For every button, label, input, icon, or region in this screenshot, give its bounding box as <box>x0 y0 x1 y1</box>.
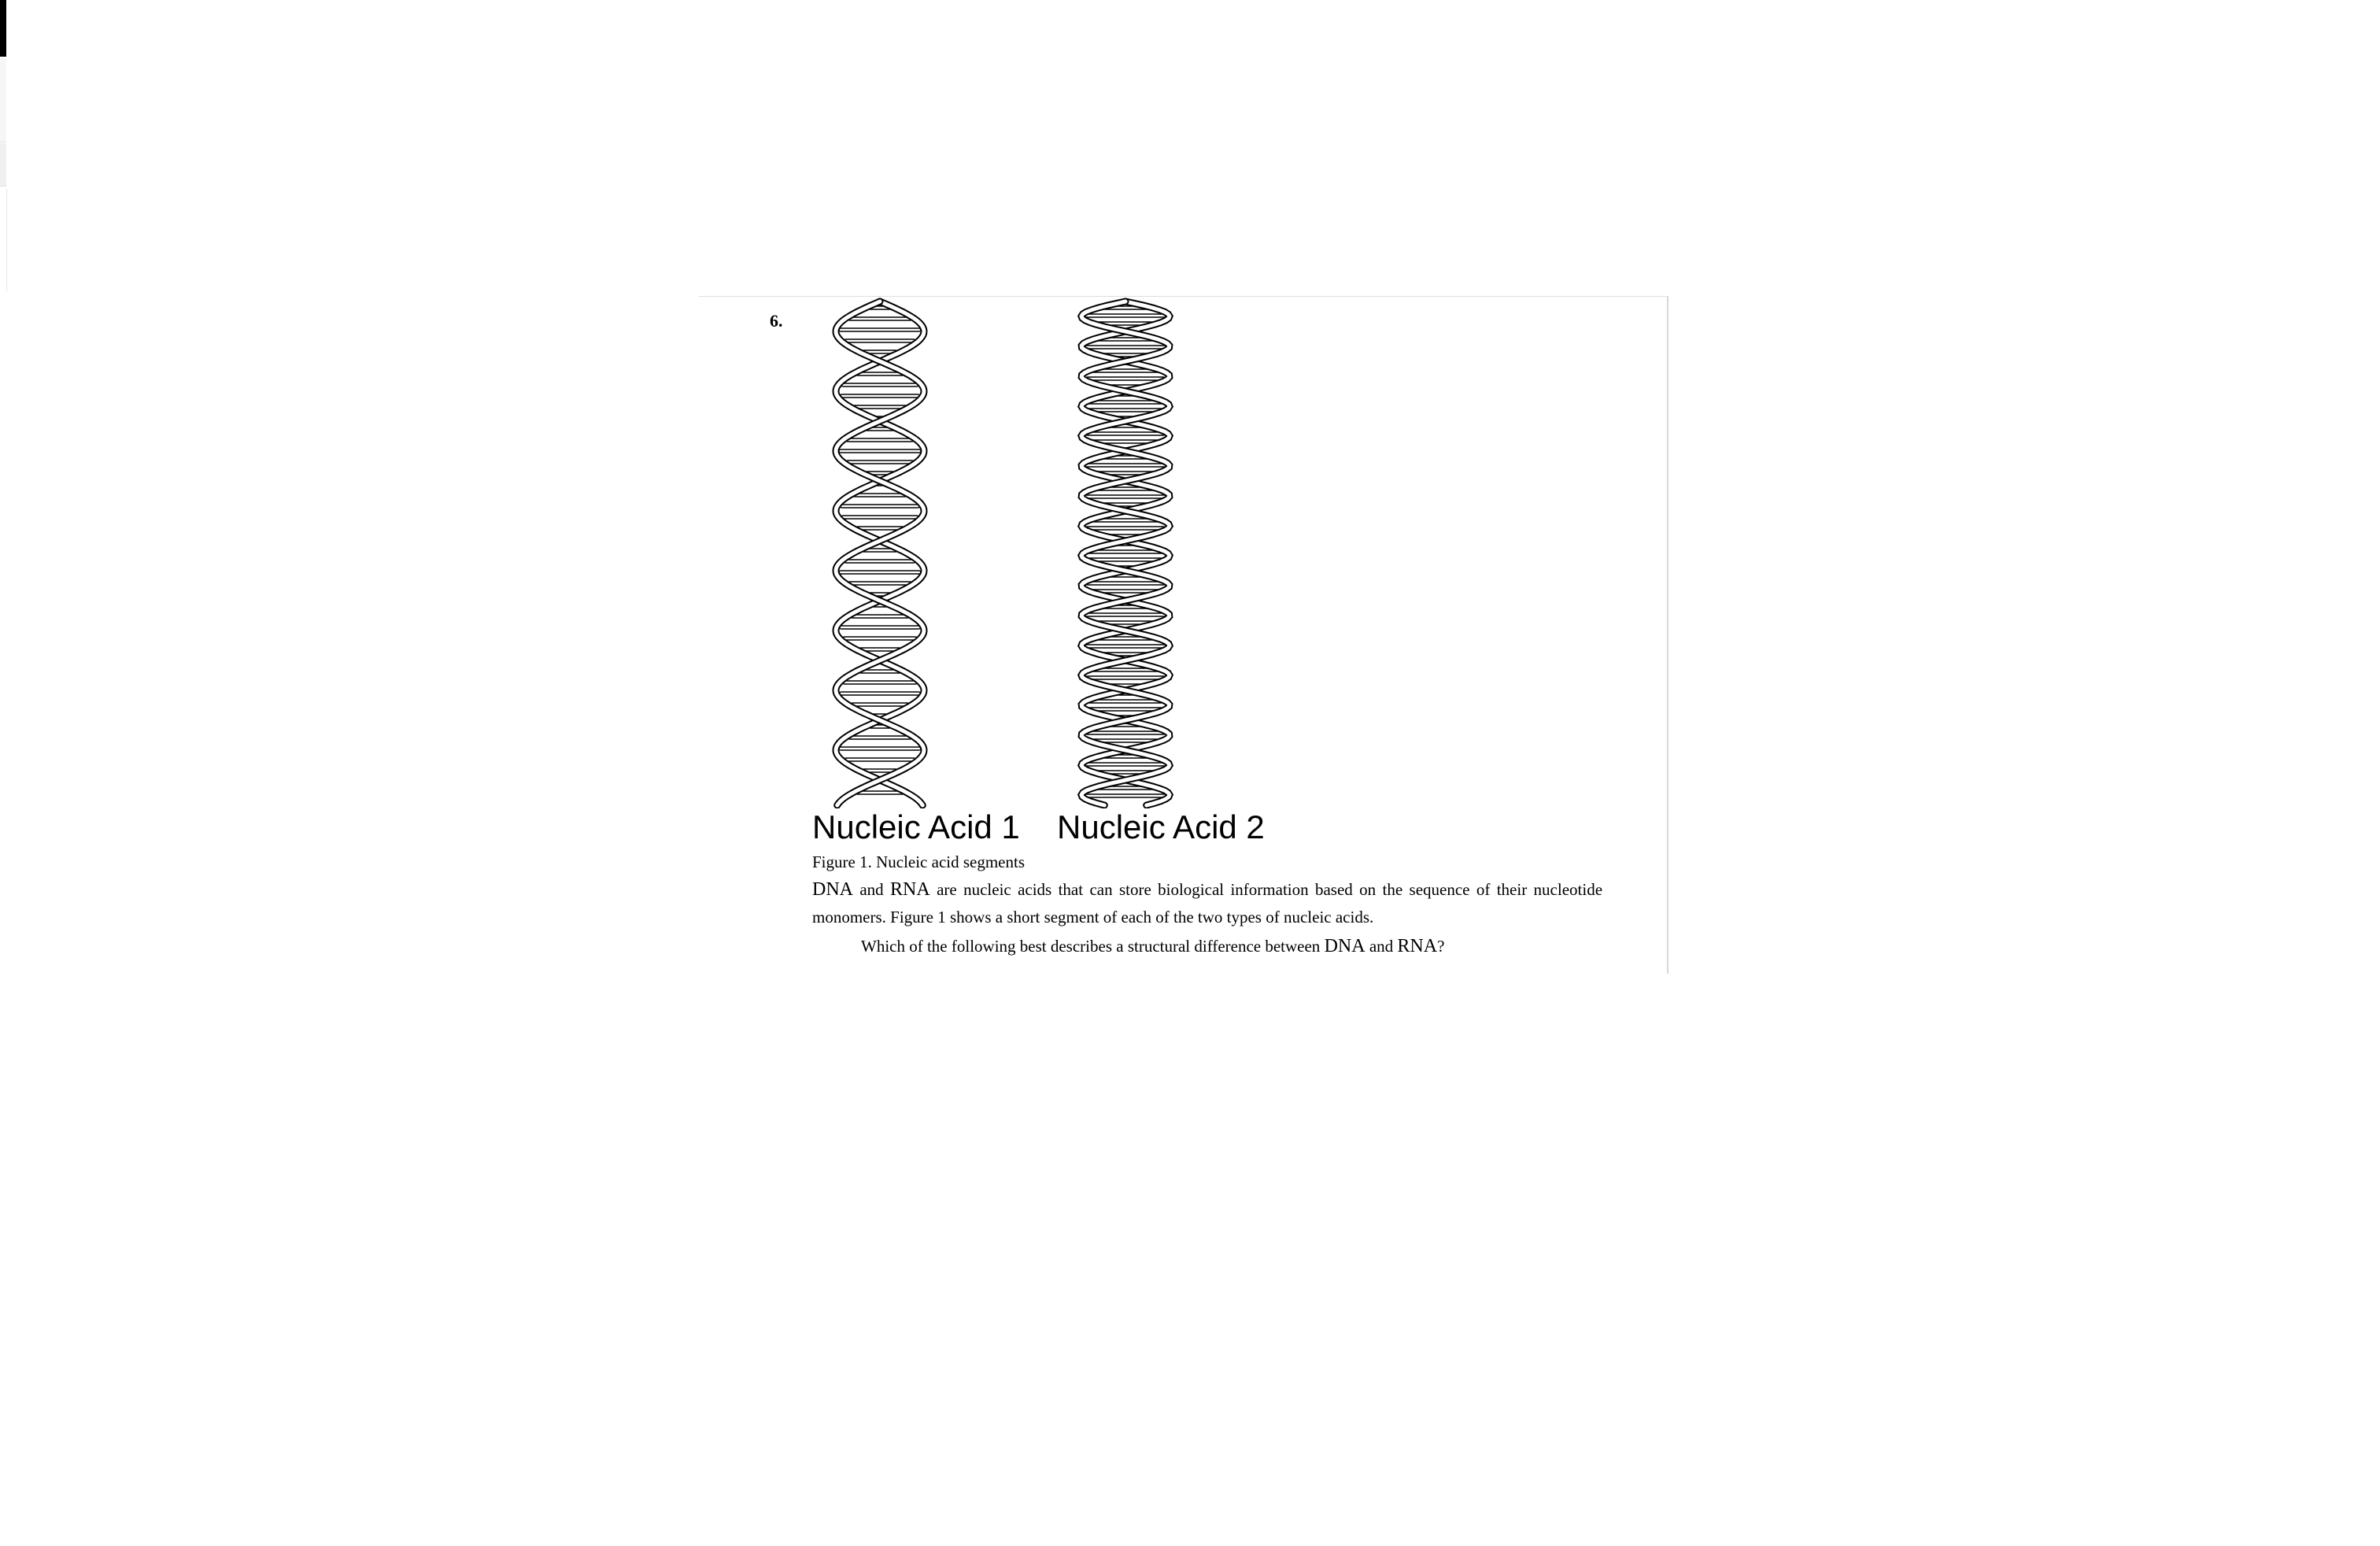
helix-2-base-pair <box>1088 401 1163 404</box>
helix-2-base-pair <box>1085 464 1166 467</box>
helix-2-base-pair <box>1085 346 1166 349</box>
helix-1-base-pair <box>846 438 914 442</box>
helix-nucleic-acid-1 <box>836 301 924 805</box>
prompt-term-rna: RNA <box>1397 936 1438 956</box>
helix-1-base-pair <box>841 516 918 519</box>
helix-1-base-pair <box>844 339 916 342</box>
helix-1-base-pair <box>841 505 920 508</box>
helix-1-base-pair <box>843 681 918 684</box>
helix-1-base-pair <box>851 703 909 706</box>
helix-1-base-pair <box>841 383 918 386</box>
helix-2-base-pair <box>1088 550 1163 553</box>
helix-1-base-pair <box>839 747 921 750</box>
side-panel-strip-lower <box>0 143 6 187</box>
side-panel-strip <box>0 58 6 142</box>
passage-body: are nucleic acids that can store biological information based on the sequence of their nucleotide monomers. Figure 1 shows a short segment of each of the two types of nucleic acids. <box>812 880 1603 926</box>
helix-1-base-pair <box>848 736 911 739</box>
helix-1-base-pair <box>851 615 909 618</box>
helix-2-base-pair <box>1085 763 1166 766</box>
prompt-term-dna: DNA <box>1324 936 1366 956</box>
prompt-and: and <box>1365 937 1398 956</box>
nucleic-acid-figure <box>699 297 1329 808</box>
helix-1-base-pair <box>846 460 914 464</box>
helix-2-base-pair <box>1088 708 1163 711</box>
helix-1-base-pair <box>856 527 904 530</box>
figure-caption: Figure 1. Nucleic acid segments <box>812 853 1026 871</box>
helix-1-base-pair <box>853 494 907 497</box>
helix-2-base-pair <box>1085 613 1166 616</box>
window-edge-bar <box>0 0 6 57</box>
helix-2-base-pair <box>1086 377 1166 380</box>
helix-nucleic-acid-2 <box>1081 301 1170 805</box>
helix-1-base-pair <box>848 582 911 585</box>
helix-2-base-pair <box>1088 558 1163 561</box>
passage-text <box>812 876 1602 931</box>
helix-2-base-pair <box>1086 582 1166 585</box>
question-prompt <box>861 933 1444 960</box>
passage-and: and <box>853 880 891 899</box>
helix-1-base-pair <box>840 626 921 629</box>
term-rna: RNA <box>890 879 930 900</box>
term-dna: DNA <box>812 879 853 900</box>
helix-2-base-pair <box>1085 495 1166 498</box>
question-card <box>699 296 1669 974</box>
question-number: 6. <box>770 311 783 331</box>
helix-2-base-pair <box>1085 645 1166 648</box>
helix-1-base-pair <box>856 372 904 375</box>
helix-1-base-pair <box>843 637 918 640</box>
helix-1-base-pair <box>840 692 921 695</box>
helix-2-base-pair <box>1086 731 1166 734</box>
helix-2-base-pair <box>1086 527 1166 530</box>
helix-2-base-pair <box>1086 432 1166 435</box>
helix-1-base-pair <box>848 317 911 320</box>
side-panel-edge <box>0 189 7 291</box>
helix-2-base-pair <box>1085 794 1166 797</box>
prompt-end: ? <box>1437 937 1445 956</box>
helix-1-base-pair <box>856 791 904 794</box>
prompt-text: Which of the following best describes a structural difference between <box>861 937 1325 956</box>
label-nucleic-acid-2: Nucleic Acid 2 <box>1057 808 1265 845</box>
helix-2-base-pair <box>1086 676 1166 679</box>
helix-2-base-pair <box>1085 314 1166 317</box>
helix-1-base-pair <box>853 405 907 409</box>
helix-2-base-pair <box>1088 700 1163 703</box>
label-nucleic-acid-1: Nucleic Acid 1 <box>812 808 1020 845</box>
helix-2-base-pair <box>1088 409 1163 412</box>
helix-1-base-pair <box>844 758 916 761</box>
helix-1-base-pair <box>839 571 921 574</box>
helix-1-base-pair <box>839 328 921 331</box>
helix-1-base-pair <box>844 560 916 563</box>
helix-1-base-pair <box>841 394 920 398</box>
helix-1-base-pair <box>839 449 921 453</box>
